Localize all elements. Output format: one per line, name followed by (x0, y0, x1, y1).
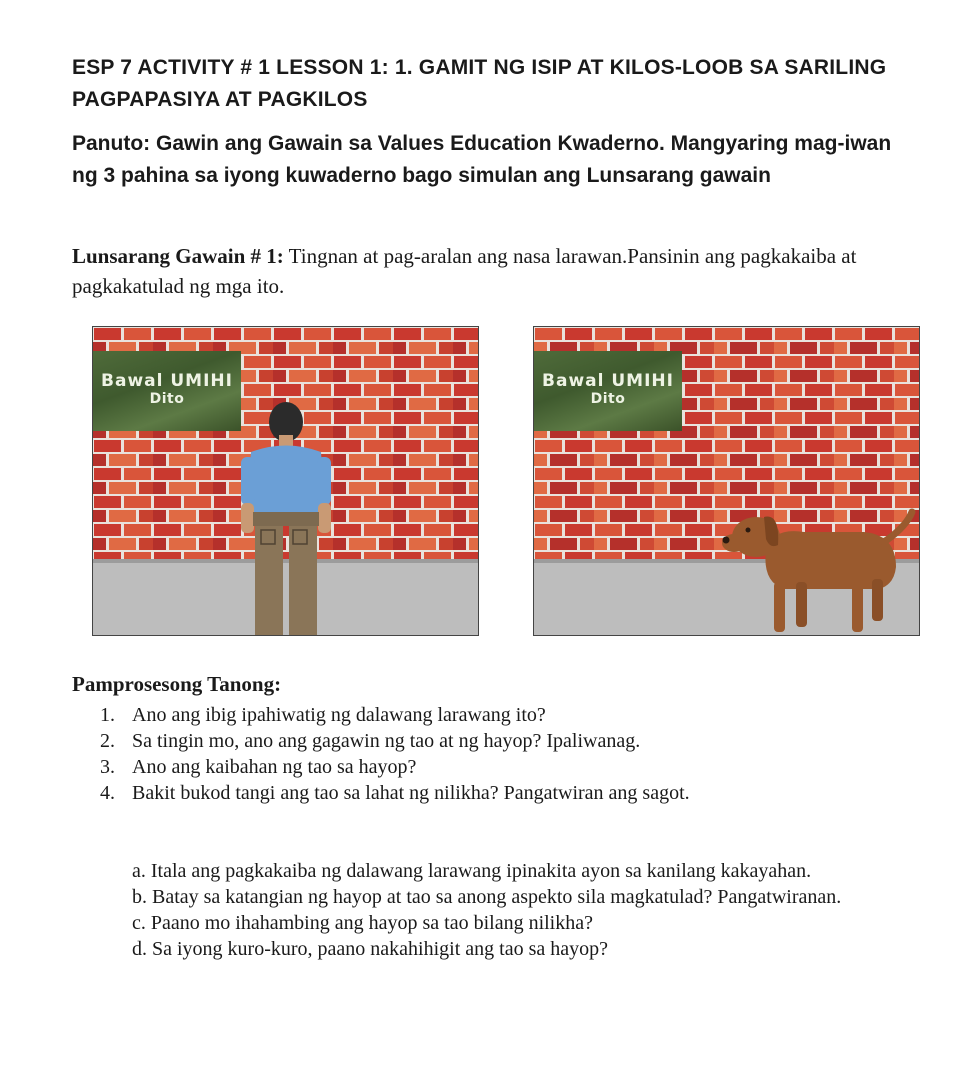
question-item (100, 728, 890, 754)
question-item (100, 780, 890, 806)
question-text: Ano ang kaibahan ng tao sa hayop? (132, 756, 417, 778)
question-number: 4. (100, 782, 115, 804)
activity-text: Tingnan at pag-aralan ang nasa larawan.Pansinin ang pagkakaiba at pagkakatulad ng mga ito. (72, 244, 857, 298)
sign-line-2: Dito (149, 391, 185, 407)
no-urinating-sign (534, 351, 682, 431)
subquestions-list (132, 858, 892, 962)
question-number: 2. (100, 730, 115, 752)
sign-line-2: Dito (590, 391, 626, 407)
question-item (100, 754, 890, 780)
activity-label: Lunsarang Gawain # 1: (72, 244, 284, 268)
question-number: 3. (100, 756, 115, 778)
question-text: Sa tingin mo, ano ang gagawin ng tao at ng hayop? Ipaliwanag. (132, 730, 641, 752)
instructions-text: Panuto: Gawin ang Gawain sa Values Education Kwaderno. Mangyaring mag-iwan ng 3 pahina sa iyong kuwaderno bago simulan ang Lunsarang gawain (72, 132, 892, 187)
no-urinating-sign (93, 351, 241, 431)
questions-heading: Pamprosesong Tanong: (72, 672, 282, 696)
worksheet-title: ESP 7 ACTIVITY # 1 LESSON 1: 1. GAMIT NG ISIP AT KILOS-LOOB SA SARILING PAGPAPASIYA AT PAGKILOS (72, 56, 887, 111)
question-text: Ano ang ibig ipahiwatig ng dalawang larawang ito? (132, 704, 546, 726)
image-man-at-wall (92, 326, 479, 636)
activity-paragraph (72, 241, 902, 301)
subquestion-item: d. Sa iyong kuro-kuro, paano nakahihigit ang tao sa hayop? (132, 938, 608, 960)
question-text: Bakit bukod tangi ang tao sa lahat ng nilikha? Pangatwiran ang sagot. (132, 782, 690, 804)
subquestion-item: c. Paano mo ihahambing ang hayop sa tao bilang nilikha? (132, 912, 593, 934)
question-number: 1. (100, 704, 115, 726)
sign-line-1: Bawal UMIHI (101, 371, 233, 391)
question-item (100, 702, 890, 728)
subquestion-item: b. Batay sa katangian ng hayop at tao sa anong aspekto sila magkatulad? Pangatwiranan. (132, 886, 842, 908)
questions-list (100, 702, 890, 806)
sign-line-1: Bawal UMIHI (542, 371, 674, 391)
subquestion-item: a. Itala ang pagkakaiba ng dalawang larawang ipinakita ayon sa kanilang kakayahan. (132, 860, 812, 882)
image-dog-at-wall (533, 326, 920, 636)
